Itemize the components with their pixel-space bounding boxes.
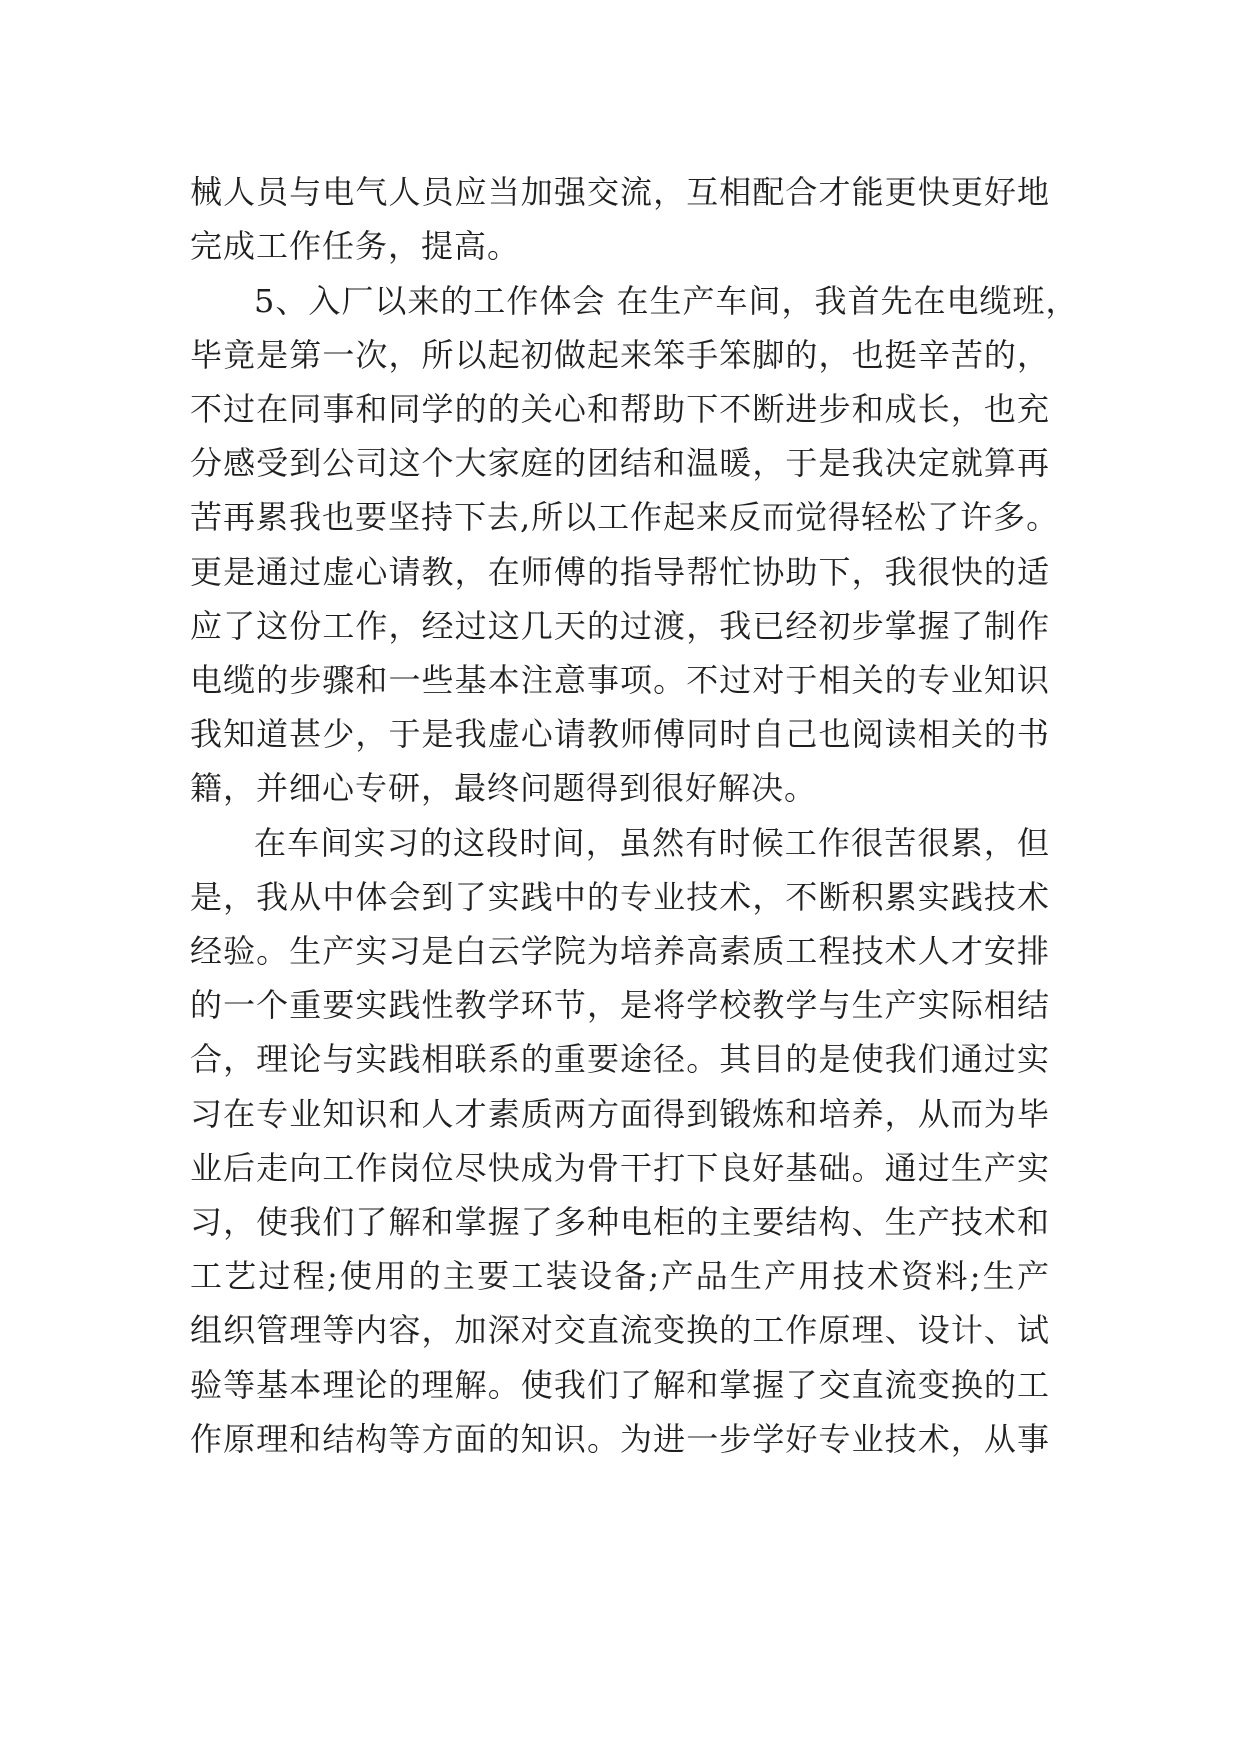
text-line-5: 不过在同事和同学的的关心和帮助下不断进步和成长，也充 [190,390,1050,428]
text-line-2: 完成工作任务，提高。 [190,227,521,265]
text-line-10: 电缆的步骤和一些基本注意事项。不过对于相关的专业知识 [190,661,1050,699]
text-line-17: 合，理论与实践相联系的重要途径。其目的是使我们通过实 [190,1040,1050,1078]
text-line-6: 分感受到公司这个大家庭的团结和温暖，于是我决定就算再 [190,444,1050,482]
text-line-13: 在车间实习的这段时间，虽然有时候工作很苦很累，但 [254,824,1050,862]
text-line-9: 应了这份工作，经过这几天的过渡，我已经初步掌握了制作 [190,607,1050,645]
text-line-14: 是，我从中体会到了实践中的专业技术，不断积累实践技术 [190,878,1050,916]
text-line-7: 苦再累我也要坚持下去,所以工作起来反而觉得轻松了许多。 [190,498,1060,536]
text-line-24: 作原理和结构等方面的知识。为进一步学好专业技术，从事 [190,1420,1050,1458]
text-line-23: 验等基本理论的理解。使我们了解和掌握了交直流变换的工 [190,1366,1050,1404]
text-line-21: 工艺过程;使用的主要工装设备;产品生产用技术资料;生产 [190,1257,1050,1295]
text-line-11: 我知道甚少，于是我虚心请教师傅同时自己也阅读相关的书 [190,715,1050,753]
text-line-16: 的一个重要实践性教学环节，是将学校教学与生产实际相结 [190,986,1050,1024]
text-line-15: 经验。生产实习是白云学院为培养高素质工程技术人才安排 [190,932,1050,970]
text-line-1: 械人员与电气人员应当加强交流，互相配合才能更快更好地 [190,173,1050,211]
text-line-18: 习在专业知识和人才素质两方面得到锻炼和培养，从而为毕 [190,1095,1050,1133]
text-line-4: 毕竟是第一次，所以起初做起来笨手笨脚的，也挺辛苦的， [190,336,1050,374]
text-line-22: 组织管理等内容，加深对交直流变换的工作原理、设计、试 [190,1311,1050,1349]
text-line-19: 业后走向工作岗位尽快成为骨干打下良好基础。通过生产实 [190,1149,1050,1187]
text-line-12: 籍，并细心专研，最终问题得到很好解决。 [190,769,818,807]
text-line-3: 5、入厂以来的工作体会 在生产车间，我首先在电缆班， [254,282,1079,320]
text-line-8: 更是通过虚心请教，在师傅的指导帮忙协助下，我很快的适 [190,553,1050,591]
text-line-20: 习，使我们了解和掌握了多种电柜的主要结构、生产技术和 [190,1203,1050,1241]
